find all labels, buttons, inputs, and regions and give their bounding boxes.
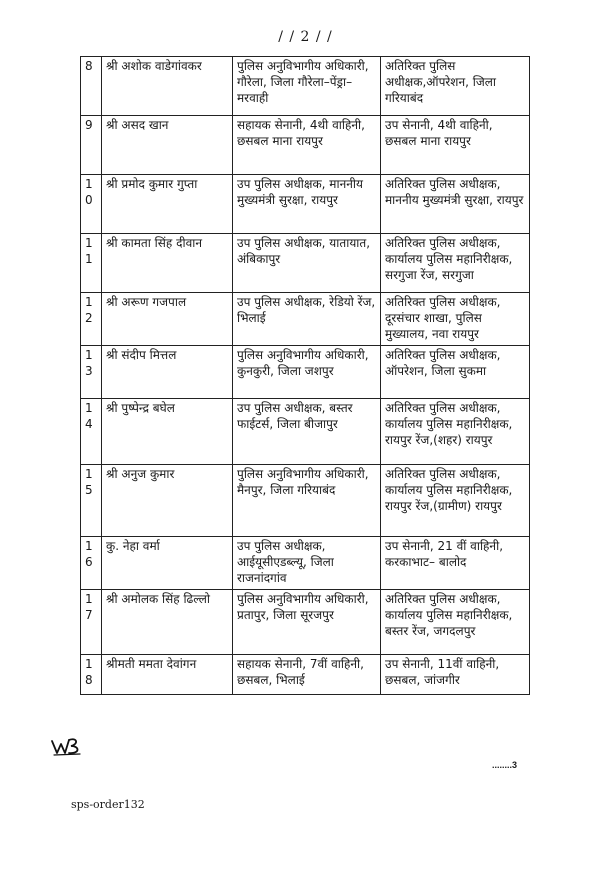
serial-number-cell: 13 [81, 346, 102, 399]
officer-name-cell: श्री असद खान [102, 116, 233, 175]
current-posting-cell: पुलिस अनुविभागीय अधिकारी, कुनकुरी, जिला जशपुर [233, 346, 381, 399]
officer-name-cell: श्री अमोलक सिंह ढिल्लो [102, 590, 233, 655]
new-posting-cell: अतिरिक्त पुलिस अधीक्षक, कार्यालय पुलिस महानिरीक्षक, सरगुजा रेंज, सरगुजा [381, 234, 530, 293]
officer-name-cell: कु. नेहा वर्मा [102, 537, 233, 590]
serial-number-cell: 15 [81, 465, 102, 537]
serial-number-cell: 17 [81, 590, 102, 655]
current-posting-cell: पुलिस अनुविभागीय अधिकारी, गौरेला, जिला गौरेला–पेंड्रा– मरवाही [233, 57, 381, 116]
current-posting-cell: उप पुलिस अधीक्षक, आईयूसीएडब्ल्यू, जिला राजनांदगांव [233, 537, 381, 590]
current-posting-cell: पुलिस अनुविभागीय अधिकारी, मैनपुर, जिला गरियाबंद [233, 465, 381, 537]
table-row [81, 116, 530, 175]
officer-name-cell: श्रीमती ममता देवांगन [102, 655, 233, 695]
current-posting-cell: उप पुलिस अधीक्षक, यातायात, अंबिकापुर [233, 234, 381, 293]
officer-name-cell: श्री संदीप मित्तल [102, 346, 233, 399]
serial-number-cell: 14 [81, 399, 102, 465]
table-row [81, 57, 530, 116]
table-row [81, 346, 530, 399]
new-posting-cell: अतिरिक्त पुलिस अधीक्षक, कार्यालय पुलिस महानिरीक्षक, बस्तर रेंज, जगदलपुर [381, 590, 530, 655]
serial-number-cell: 16 [81, 537, 102, 590]
serial-number-cell: 10 [81, 175, 102, 234]
current-posting-cell: सहायक सेनानी, 4थी वाहिनी, छसबल माना रायपुर [233, 116, 381, 175]
serial-number-cell: 9 [81, 116, 102, 175]
signature-mark [50, 735, 84, 757]
current-posting-cell: उप पुलिस अधीक्षक, रेडियो रेंज, भिलाई [233, 293, 381, 346]
new-posting-cell: अतिरिक्त पुलिस अधीक्षक, कार्यालय पुलिस महानिरीक्षक, रायपुर रेंज,(शहर) रायपुर [381, 399, 530, 465]
table-row [81, 465, 530, 537]
officer-name-cell: श्री पुष्पेन्द्र बघेल [102, 399, 233, 465]
officer-name-cell: श्री प्रमोद कुमार गुप्ता [102, 175, 233, 234]
officer-name-cell: श्री अरूण गजपाल [102, 293, 233, 346]
serial-number-cell: 8 [81, 57, 102, 116]
table-row [81, 590, 530, 655]
current-posting-cell: पुलिस अनुविभागीय अधिकारी, प्रतापुर, जिला सूरजपुर [233, 590, 381, 655]
transfer-order-table [80, 56, 530, 695]
current-posting-cell: उप पुलिस अधीक्षक, बस्तर फाईटर्स, जिला बीजापुर [233, 399, 381, 465]
current-posting-cell: सहायक सेनानी, 7वीं वाहिनी, छसबल, भिलाई [233, 655, 381, 695]
page-number: / / 2 / / [278, 29, 333, 45]
new-posting-cell: अतिरिक्त पुलिस अधीक्षक,ऑपरेशन, जिला गरियाबंद [381, 57, 530, 116]
new-posting-cell: अतिरिक्त पुलिस अधीक्षक, कार्यालय पुलिस महानिरीक्षक, रायपुर रेंज,(ग्रामीण) रायपुर [381, 465, 530, 537]
new-posting-cell: उप सेनानी, 11वीं वाहिनी, छसबल, जांजगीर [381, 655, 530, 695]
serial-number-cell: 12 [81, 293, 102, 346]
footer-code: sps-order132 [71, 798, 145, 811]
serial-number-cell: 11 [81, 234, 102, 293]
new-posting-cell: अतिरिक्त पुलिस अधीक्षक, माननीय मुख्यमंत्री सुरक्षा, रायपुर [381, 175, 530, 234]
new-posting-cell: अतिरिक्त पुलिस अधीक्षक, दूरसंचार शाखा, पुलिस मुख्यालय, नवा रायपुर [381, 293, 530, 346]
new-posting-cell: अतिरिक्त पुलिस अधीक्षक, ऑपरेशन, जिला सुकमा [381, 346, 530, 399]
continuation-marker: ........3 [492, 760, 518, 770]
new-posting-cell: उप सेनानी, 4थी वाहिनी, छसबल माना रायपुर [381, 116, 530, 175]
table-row [81, 537, 530, 590]
table-row [81, 293, 530, 346]
table-row [81, 655, 530, 695]
signature-initials [50, 735, 84, 761]
new-posting-cell: उप सेनानी, 21 वीं वाहिनी, करकाभाट– बालोद [381, 537, 530, 590]
officer-name-cell: श्री अशोक वाडेगांवकर [102, 57, 233, 116]
officer-name-cell: श्री अनुज कुमार [102, 465, 233, 537]
officer-name-cell: श्री कामता सिंह दीवान [102, 234, 233, 293]
table-row [81, 234, 530, 293]
table-row [81, 175, 530, 234]
serial-number-cell: 18 [81, 655, 102, 695]
current-posting-cell: उप पुलिस अधीक्षक, माननीय मुख्यमंत्री सुरक्षा, रायपुर [233, 175, 381, 234]
table-row [81, 399, 530, 465]
